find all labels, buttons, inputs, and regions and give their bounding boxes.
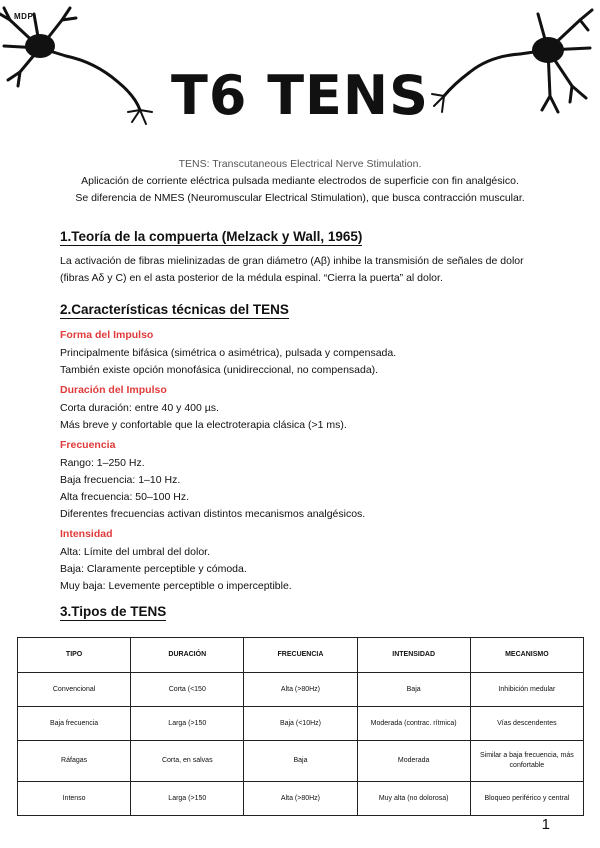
- text-line: Más breve y confortable que la electroterapia clásica (>1 ms).: [60, 419, 347, 431]
- tens-types-table: [17, 637, 584, 816]
- intro-line: Se diferencia de NMES (Neuromuscular Electrical Stimulation), que busca contracción muscular.: [75, 192, 525, 204]
- text-line: Diferentes frecuencias activan distintos mecanismos analgésicos.: [60, 508, 366, 520]
- table-cell: Baja: [244, 741, 357, 782]
- page-number: 1: [541, 816, 550, 833]
- table-cell: Ráfagas: [18, 741, 131, 782]
- section-title-tipos: 3.Tipos de TENS: [60, 604, 167, 619]
- section-title-compuerta: 1.Teoría de la compuerta (Melzack y Wall, 1965): [60, 229, 363, 244]
- text-line: Muy baja: Levemente perceptible o imperceptible.: [60, 580, 292, 592]
- table-row: [18, 782, 584, 816]
- table-cell: Vías descendentes: [470, 707, 583, 741]
- table-cell: Moderada: [357, 741, 470, 782]
- text-line: Alta frecuencia: 50–100 Hz.: [60, 491, 189, 503]
- table-header-row: [18, 638, 584, 673]
- table-cell: Baja: [357, 673, 470, 707]
- table-cell: Alta (>80Hz): [244, 673, 357, 707]
- forma-text: [60, 345, 560, 379]
- table-cell: Corta, en salvas: [131, 741, 244, 782]
- table-cell: Alta (>80Hz): [244, 782, 357, 816]
- table-header-cell: DURACIÓN: [131, 638, 244, 673]
- text-line: Rango: 1–250 Hz.: [60, 457, 145, 469]
- text-line: Baja: Claramente perceptible y cómoda.: [60, 563, 247, 575]
- table-header-cell: INTENSIDAD: [357, 638, 470, 673]
- intro-block: [40, 156, 560, 207]
- table-row: [18, 673, 584, 707]
- table-cell: Intenso: [18, 782, 131, 816]
- text-line: Principalmente bifásica (simétrica o asimétrica), pulsada y compensada.: [60, 347, 397, 359]
- duracion-text: [60, 400, 560, 434]
- text-line: La activación de fibras mielinizadas de gran diámetro (Aβ) inhibe la transmisión de señales de dolor: [60, 255, 524, 267]
- text-line: Corta duración: entre 40 y 400 µs.: [60, 402, 219, 414]
- text-line: Baja frecuencia: 1–10 Hz.: [60, 474, 181, 486]
- section-compuerta-text: [60, 253, 560, 287]
- table-cell: Baja frecuencia: [18, 707, 131, 741]
- table-cell: Muy alta (no dolorosa): [357, 782, 470, 816]
- table-cell: Baja (<10Hz): [244, 707, 357, 741]
- table-cell: Inhibición medular: [470, 673, 583, 707]
- table-cell: Convencional: [18, 673, 131, 707]
- table-cell: Larga (>150: [131, 707, 244, 741]
- text-line: Alta: Límite del umbral del dolor.: [60, 546, 210, 558]
- table-header-cell: TIPO: [18, 638, 131, 673]
- subheading-intensidad: Intensidad: [60, 528, 113, 540]
- intro-line: TENS: Transcutaneous Electrical Nerve Stimulation.: [178, 158, 422, 170]
- table-cell: Similar a baja frecuencia, más confortable: [470, 741, 583, 782]
- table-cell: Moderada (contrac. rítmica): [357, 707, 470, 741]
- section-title-caracteristicas: 2.Características técnicas del TENS: [60, 302, 289, 317]
- corner-tag: MDP: [14, 12, 34, 21]
- subheading-frecuencia: Frecuencia: [60, 439, 116, 451]
- text-line: También existe opción monofásica (unidireccional, no compensada).: [60, 364, 379, 376]
- table-header-cell: FRECUENCIA: [244, 638, 357, 673]
- subheading-forma: Forma del Impulso: [60, 329, 154, 341]
- table-cell: Bloqueo periférico y central: [470, 782, 583, 816]
- table-cell: Larga (>150: [131, 782, 244, 816]
- intro-line: Aplicación de corriente eléctrica pulsada mediante electrodos de superficie con fin analgésico.: [81, 175, 519, 187]
- text-line: (fibras Aδ y C) en el asta posterior de la médula espinal. “Cierra la puerta” al dolor.: [60, 272, 443, 284]
- intensidad-text: [60, 544, 560, 595]
- subheading-duracion: Duración del Impulso: [60, 384, 167, 396]
- table-row: [18, 741, 584, 782]
- table-cell: Corta (<150: [131, 673, 244, 707]
- table-row: [18, 707, 584, 741]
- frecuencia-text: [60, 455, 560, 523]
- table-header-cell: MECANISMO: [470, 638, 583, 673]
- page-title: T6 TENS: [170, 64, 429, 127]
